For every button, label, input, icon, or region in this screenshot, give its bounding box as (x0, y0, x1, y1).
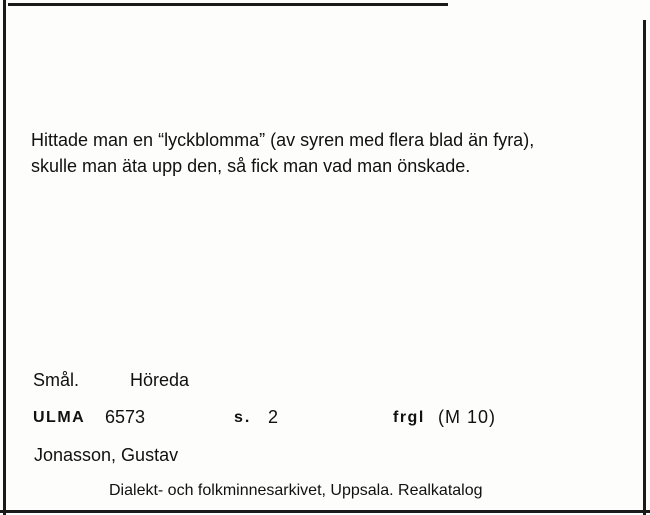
card-edge-left (3, 0, 6, 515)
card-edge-right (643, 20, 646, 515)
card-edge-bottom (0, 510, 650, 513)
parish-label: Höreda (130, 370, 190, 390)
region-label: Smål. (33, 370, 80, 390)
archive-code: ULMA (33, 409, 86, 426)
page-number: 2 (268, 407, 279, 427)
informant-name: Jonasson, Gustav (34, 445, 179, 465)
card-text-line-1: Hittade man en “lyckblomma” (av syren med flera blad än fyra), (31, 130, 535, 150)
page-label: s. (234, 409, 252, 426)
category-label: frgl (393, 409, 425, 426)
footer-text: Dialekt- och folkminnesarkivet, Uppsala. Realkatalog (109, 482, 483, 499)
card-edge-top (8, 3, 448, 6)
card-text-line-2: skulle man äta upp den, så fick man vad man önskade. (31, 156, 471, 176)
archive-number: 6573 (105, 407, 146, 427)
category-value: (M 10) (438, 407, 497, 427)
